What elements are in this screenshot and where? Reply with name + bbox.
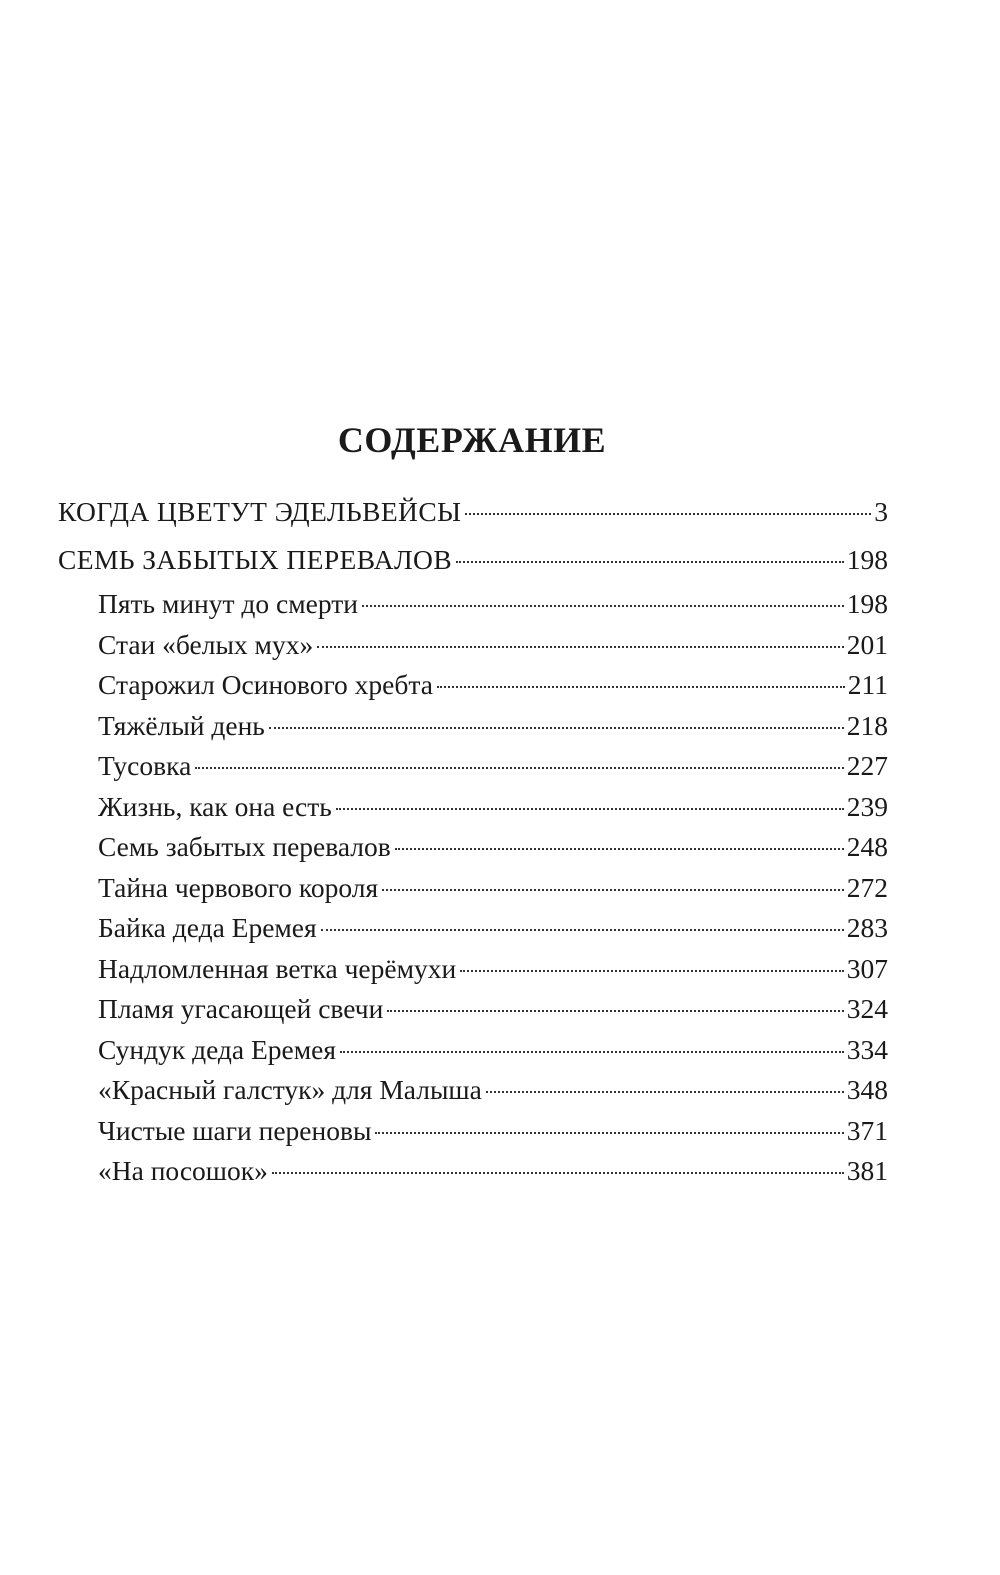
toc-entry-title: «Красный галстук» для Малыша: [98, 1074, 482, 1105]
dot-leader: [362, 605, 844, 607]
toc-chapter-entry: [58, 1151, 888, 1192]
toc-chapter-entry: [58, 787, 888, 828]
toc-chapter-entry: [58, 989, 888, 1030]
toc-entry-title: Тяжёлый день: [98, 709, 265, 741]
toc-entry-title: Надломленная ветка черёмухи: [98, 952, 457, 984]
toc-page-number: 248: [846, 831, 888, 862]
toc-page-number: 211: [847, 669, 888, 700]
toc-entry-title: КОГДА ЦВЕТУТ ЭДЕЛЬВЕЙСЫ: [58, 496, 462, 527]
toc-chapter-entry: [58, 625, 888, 666]
toc-entry-title: Байка деда Еремея: [98, 912, 317, 943]
toc-page-number: 307: [846, 952, 888, 984]
toc-chapter-entry: [58, 1030, 888, 1071]
toc-chapter-entry: [58, 706, 888, 747]
toc-page-number: 198: [846, 544, 888, 575]
toc-chapter-entry: [58, 908, 888, 949]
toc-page-number: 348: [846, 1074, 888, 1105]
dot-leader: [317, 646, 844, 648]
toc-page-number: 371: [846, 1114, 888, 1146]
toc-page-number: 198: [846, 588, 888, 619]
toc-entry-title: Сундук деда Еремея: [98, 1033, 337, 1065]
toc-page-number: 227: [846, 750, 888, 781]
dot-leader: [375, 1132, 843, 1134]
toc-section-entry: [58, 488, 888, 536]
dot-leader: [195, 767, 843, 769]
toc-page-number: 381: [846, 1155, 888, 1186]
toc-page-number: 272: [846, 871, 888, 903]
dot-leader: [336, 808, 844, 810]
dot-leader: [340, 1051, 844, 1053]
dot-leader: [460, 970, 844, 972]
toc-entry-title: Пламя угасающей свечи: [98, 993, 384, 1024]
toc-entry-title: Стаи «белых мух»: [98, 628, 314, 660]
dot-leader: [321, 929, 844, 931]
table-of-contents: [58, 488, 888, 1192]
toc-page-number: 334: [846, 1033, 888, 1065]
toc-entry-title: Старожил Осинового хребта: [98, 669, 433, 700]
toc-entry-title: Тайна червового короля: [98, 871, 379, 903]
toc-page-number: 3: [874, 496, 888, 527]
dot-leader: [465, 513, 871, 515]
toc-entry-title: СЕМЬ ЗАБЫТЫХ ПЕРЕВАЛОВ: [58, 544, 453, 575]
toc-entry-title: Жизнь, как она есть: [98, 790, 332, 822]
toc-entry-title: Чистые шаги переновы: [98, 1114, 372, 1146]
dot-leader: [486, 1091, 844, 1093]
toc-chapter-entry: [58, 827, 888, 868]
toc-chapter-entry: [58, 1070, 888, 1111]
toc-chapter-entry: [58, 584, 888, 625]
toc-entry-title: «На посошок»: [98, 1155, 268, 1186]
toc-page-number: 239: [846, 790, 888, 822]
dot-leader: [269, 727, 844, 729]
toc-chapter-entry: [58, 665, 888, 706]
toc-entry-title: Пять минут до смерти: [98, 588, 358, 619]
toc-entry-title: Семь забытых перевалов: [98, 831, 391, 862]
dot-leader: [382, 889, 844, 891]
toc-chapter-entry: [58, 868, 888, 909]
dot-leader: [437, 686, 845, 688]
toc-page-number: 283: [846, 912, 888, 943]
toc-page-number: 324: [846, 993, 888, 1024]
toc-page-number: 218: [846, 709, 888, 741]
toc-page-number: 201: [846, 628, 888, 660]
dot-leader: [272, 1172, 844, 1174]
toc-chapter-entry: [58, 949, 888, 990]
toc-section-entry: [58, 536, 888, 584]
dot-leader: [395, 848, 844, 850]
toc-chapter-entry: [58, 746, 888, 787]
dot-leader: [456, 561, 844, 563]
page-title: СОДЕРЖАНИЕ: [337, 420, 607, 460]
dot-leader: [387, 1010, 843, 1012]
toc-entry-title: Тусовка: [98, 750, 192, 781]
toc-chapter-entry: [58, 1111, 888, 1152]
